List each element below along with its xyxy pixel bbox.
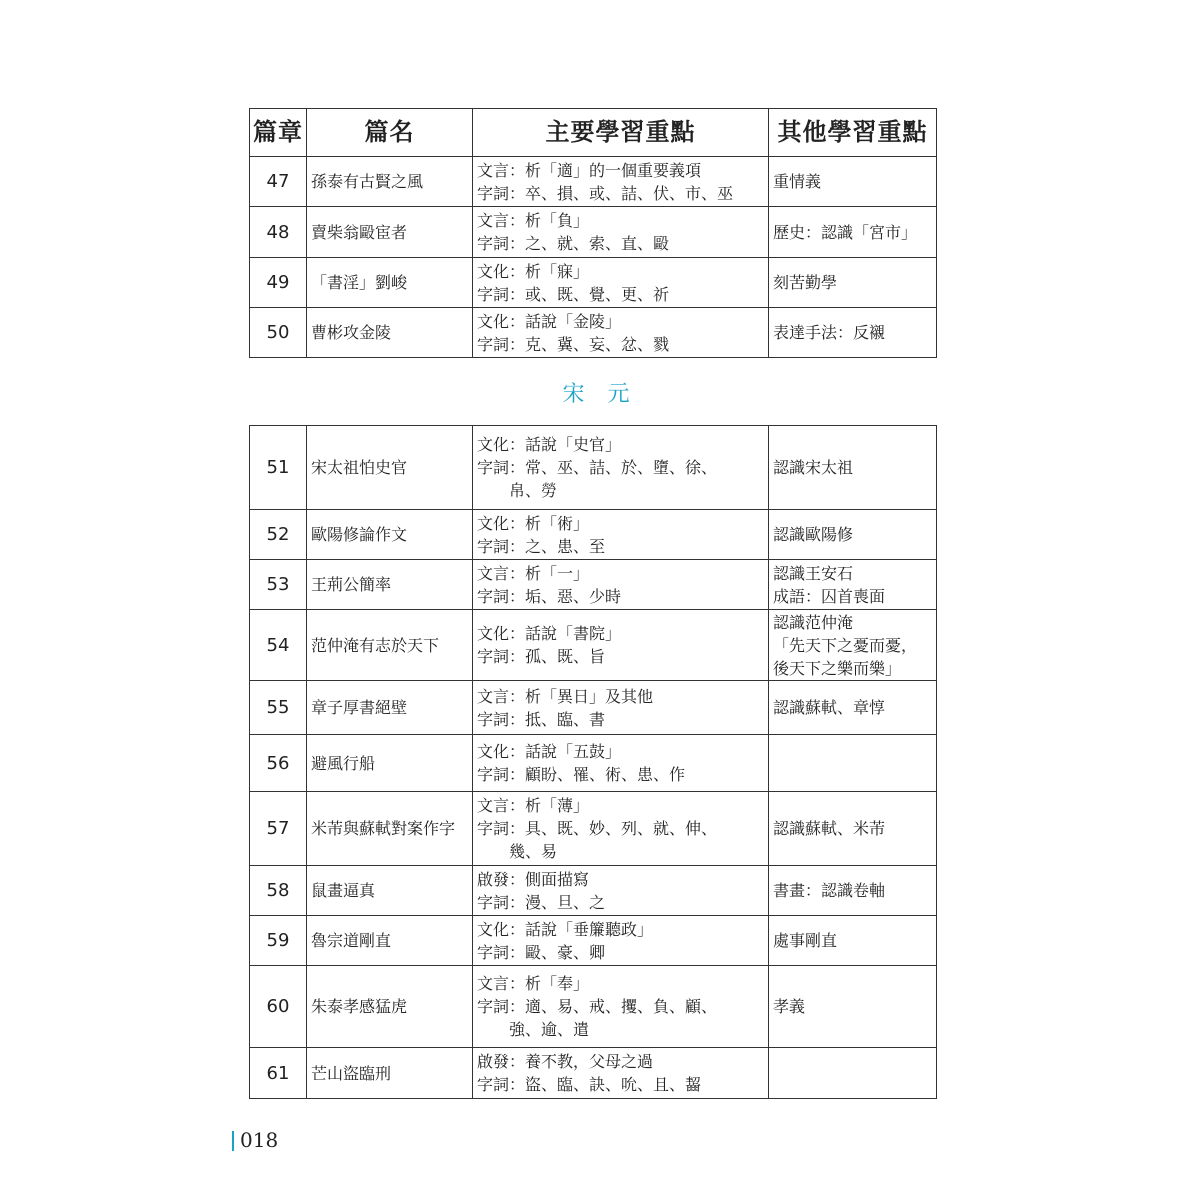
main-focus-line: 文言：析「異日」及其他 xyxy=(477,686,654,706)
main-focus-line: 字詞：顧盼、罹、術、患、作 xyxy=(477,765,686,784)
main-focus-line: 字詞：盜、臨、訣、吮、且、齧 xyxy=(477,1075,702,1094)
other-focus-line: 認識范仲淹 xyxy=(773,612,854,632)
chapter-title: 芒山盜臨刑 xyxy=(307,1048,473,1099)
chapter-title: 宋太祖怕史官 xyxy=(307,426,473,510)
other-focus-line: 表達手法：反襯 xyxy=(773,323,886,342)
chapter-title: 歐陽修論作文 xyxy=(307,510,473,560)
chapter-title: 范仲淹有志於天下 xyxy=(307,610,473,681)
curriculum-table-tang xyxy=(249,108,937,358)
chapter-title: 避風行船 xyxy=(307,735,473,792)
main-focus-cell xyxy=(473,510,769,560)
main-focus-line: 文化：話說「金陵」 xyxy=(477,311,622,331)
table-row xyxy=(250,258,937,308)
table-row xyxy=(250,866,937,916)
main-focus-cell xyxy=(473,735,769,792)
table-row xyxy=(250,681,937,735)
main-focus-cell xyxy=(473,966,769,1048)
table-row xyxy=(250,916,937,966)
other-focus-cell xyxy=(769,157,937,207)
chapter-number: 54 xyxy=(250,610,307,681)
chapter-number: 60 xyxy=(250,966,307,1048)
page-number-bar xyxy=(232,1131,234,1151)
table-row xyxy=(250,157,937,207)
table-row xyxy=(250,426,937,510)
other-focus-cell xyxy=(769,1048,937,1099)
other-focus-cell xyxy=(769,681,937,735)
chapter-title: 「書淫」劉峻 xyxy=(307,258,473,308)
other-focus-cell xyxy=(769,560,937,610)
main-focus-line: 帛、勞 xyxy=(509,481,558,500)
main-focus-line: 字詞：抵、臨、書 xyxy=(477,709,606,729)
other-focus-cell xyxy=(769,207,937,258)
main-focus-cell xyxy=(473,157,769,207)
chapter-title: 米芾與蘇軾對案作字 xyxy=(307,792,473,866)
main-focus-line: 字詞：克、冀、妄、忿、戮 xyxy=(477,334,670,354)
chapter-title: 孫泰有古賢之風 xyxy=(307,157,473,207)
main-focus-cell xyxy=(473,1048,769,1099)
chapter-number: 52 xyxy=(250,510,307,560)
other-focus-cell xyxy=(769,610,937,681)
main-focus-line: 啟發：養不教，父母之過 xyxy=(477,1052,654,1071)
main-focus-line: 字詞：毆、豪、卿 xyxy=(477,942,606,962)
main-focus-cell xyxy=(473,681,769,735)
main-focus-line: 啟發：側面描寫 xyxy=(477,869,590,889)
other-focus-line: 認識王安石 xyxy=(773,563,854,583)
chapter-number: 51 xyxy=(250,426,307,510)
other-focus-line: 「先天下之憂而憂， xyxy=(773,635,918,655)
chapter-number: 50 xyxy=(250,308,307,358)
main-focus-line: 文化：話說「書院」 xyxy=(477,624,622,643)
section-title: 宋 元 xyxy=(562,382,638,407)
main-focus-line: 字詞：常、巫、詰、於、墮、徐、 xyxy=(477,458,718,477)
main-focus-cell xyxy=(473,916,769,966)
table-row xyxy=(250,966,937,1048)
chapter-number: 49 xyxy=(250,258,307,308)
main-focus-line: 字詞：具、既、妙、列、就、伸、 xyxy=(477,819,718,838)
other-focus-line: 後天下之樂而樂」 xyxy=(773,658,902,678)
other-focus-cell xyxy=(769,735,937,792)
other-focus-line: 處事剛直 xyxy=(773,931,838,950)
chapter-title: 朱泰孝感猛虎 xyxy=(307,966,473,1048)
table-row xyxy=(250,560,937,610)
main-focus-line: 文化：析「寐」 xyxy=(477,261,590,281)
other-focus-cell xyxy=(769,426,937,510)
table-row xyxy=(250,610,937,681)
table-row xyxy=(250,207,937,258)
main-focus-line: 文言：析「適」的一個重要義項 xyxy=(477,160,702,180)
other-focus-cell xyxy=(769,792,937,866)
main-focus-line: 字詞：適、易、戒、攫、負、顧、 xyxy=(477,997,718,1016)
other-focus-cell xyxy=(769,866,937,916)
other-focus-line: 認識歐陽修 xyxy=(773,525,854,544)
main-focus-line: 文言：析「負」 xyxy=(477,211,590,230)
main-focus-line: 字詞：孤、既、旨 xyxy=(477,647,606,666)
chapter-number: 61 xyxy=(250,1048,307,1099)
chapter-number: 48 xyxy=(250,207,307,258)
main-focus-cell xyxy=(473,866,769,916)
other-focus-line: 重情義 xyxy=(773,172,822,191)
chapter-number: 58 xyxy=(250,866,307,916)
other-focus-line: 成語：囚首喪面 xyxy=(773,586,886,606)
main-focus-line: 字詞：垢、惡、少時 xyxy=(477,586,622,606)
main-focus-line: 字詞：卒、損、或、詰、伏、市、巫 xyxy=(477,183,734,203)
page-number: 018 xyxy=(240,1128,279,1152)
chapter-title: 章子厚書絕壁 xyxy=(307,681,473,735)
other-focus-line: 孝義 xyxy=(773,997,806,1016)
header-chapter: 篇章 xyxy=(250,109,307,157)
main-focus-line: 幾、易 xyxy=(509,842,558,861)
table-row xyxy=(250,792,937,866)
chapter-title: 王荊公簡率 xyxy=(307,560,473,610)
other-focus-line: 刻苦勤學 xyxy=(773,273,838,292)
chapter-number: 55 xyxy=(250,681,307,735)
chapter-number: 56 xyxy=(250,735,307,792)
other-focus-cell xyxy=(769,308,937,358)
main-focus-line: 文化：話說「史官」 xyxy=(477,435,622,454)
other-focus-cell xyxy=(769,510,937,560)
chapter-number: 57 xyxy=(250,792,307,866)
main-focus-line: 文言：析「奉」 xyxy=(477,974,590,993)
main-focus-cell xyxy=(473,792,769,866)
other-focus-cell xyxy=(769,966,937,1048)
other-focus-cell xyxy=(769,916,937,966)
header-other-focus: 其他學習重點 xyxy=(769,109,937,157)
header-main-focus: 主要學習重點 xyxy=(473,109,769,157)
curriculum-table-song-yuan xyxy=(249,425,937,1099)
table-header-row xyxy=(250,109,937,157)
main-focus-line: 文言：析「薄」 xyxy=(477,796,590,815)
table-row xyxy=(250,308,937,358)
main-focus-cell xyxy=(473,560,769,610)
other-focus-cell xyxy=(769,258,937,308)
table-row xyxy=(250,510,937,560)
main-focus-cell xyxy=(473,308,769,358)
header-title: 篇名 xyxy=(307,109,473,157)
chapter-title: 賣柴翁毆宦者 xyxy=(307,207,473,258)
table-row xyxy=(250,1048,937,1099)
other-focus-line: 歷史：認識「宮市」 xyxy=(773,222,918,242)
main-focus-line: 字詞：之、患、至 xyxy=(477,536,606,556)
chapter-title: 鼠畫逼真 xyxy=(307,866,473,916)
other-focus-line: 認識蘇軾、章惇 xyxy=(773,698,886,717)
main-focus-line: 文化：析「術」 xyxy=(477,513,590,533)
chapter-title: 曹彬攻金陵 xyxy=(307,308,473,358)
chapter-title: 魯宗道剛直 xyxy=(307,916,473,966)
other-focus-line: 認識蘇軾、米芾 xyxy=(773,819,886,838)
chapter-number: 47 xyxy=(250,157,307,207)
chapter-number: 53 xyxy=(250,560,307,610)
other-focus-line: 認識宋太祖 xyxy=(773,458,854,477)
chapter-number: 59 xyxy=(250,916,307,966)
main-focus-line: 強、逾、遣 xyxy=(509,1020,590,1039)
table-row xyxy=(250,735,937,792)
other-focus-line: 書畫：認識卷軸 xyxy=(773,881,886,900)
main-focus-line: 字詞：漫、旦、之 xyxy=(477,892,606,912)
main-focus-line: 字詞：或、既、覺、更、祈 xyxy=(477,284,670,304)
main-focus-cell xyxy=(473,258,769,308)
main-focus-line: 文言：析「一」 xyxy=(477,563,590,583)
main-focus-cell xyxy=(473,426,769,510)
main-focus-cell xyxy=(473,207,769,258)
main-focus-line: 文化：話說「五鼓」 xyxy=(477,742,622,761)
main-focus-line: 字詞：之、就、索、直、毆 xyxy=(477,234,670,253)
main-focus-cell xyxy=(473,610,769,681)
main-focus-line: 文化：話說「垂簾聽政」 xyxy=(477,919,654,939)
